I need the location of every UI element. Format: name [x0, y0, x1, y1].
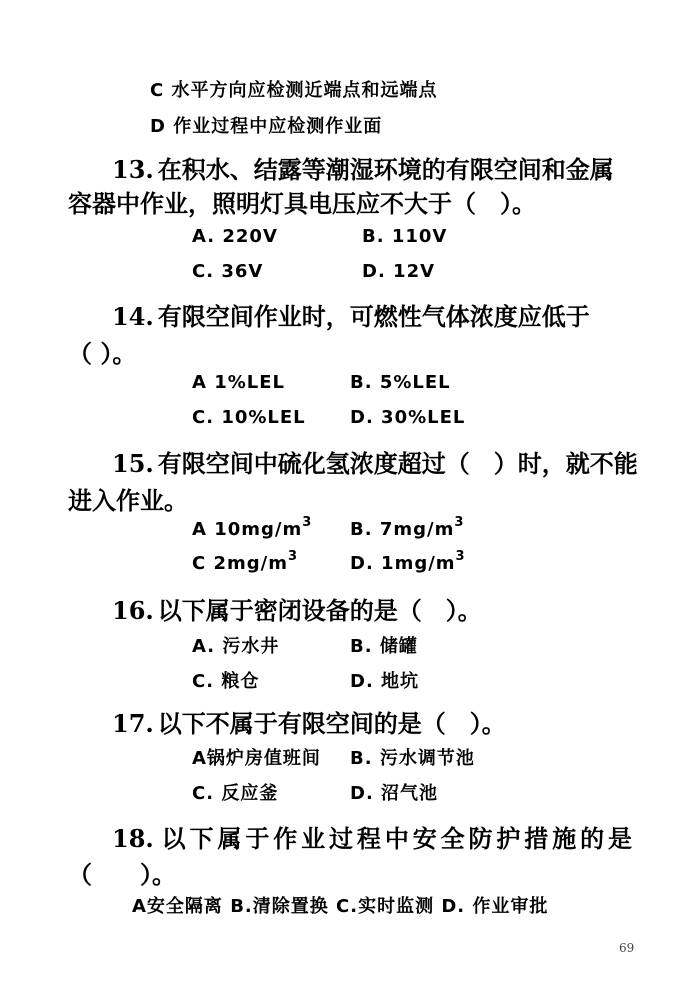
q15-option-b: [350, 515, 465, 540]
question-17-line1: [112, 704, 506, 739]
option-text: C 2mg/m: [192, 553, 288, 574]
superscript: 3: [302, 515, 313, 530]
q13-option-b: B. 110V: [362, 226, 448, 247]
q15-option-d: [350, 549, 466, 574]
question-15-line1: [112, 444, 638, 479]
q16-option-c: C. 粮仓: [192, 671, 260, 692]
question-number: 14.: [112, 302, 154, 331]
question-number: 13.: [112, 155, 154, 184]
question-16-line1: [112, 591, 482, 626]
q14-option-a: A 1%LEL: [192, 372, 285, 393]
q15-option-a: [192, 515, 313, 540]
q17-option-c: C. 反应釜: [192, 783, 279, 804]
option-text: A 10mg/m: [192, 519, 303, 540]
superscript: 3: [287, 549, 299, 564]
question-text: 以下属于密闭设备的是（ ）。: [157, 597, 482, 625]
question-18-line2: （ ）。: [68, 861, 176, 889]
option-text: B. 7mg/m: [350, 519, 455, 540]
q14-option-b: B. 5%LEL: [350, 372, 451, 393]
question-number: 18.: [112, 824, 154, 853]
q13-option-d: D. 12V: [362, 261, 436, 282]
question-15-line2: 进入作业。: [68, 487, 188, 515]
question-text: 有限空间作业时，可燃性气体浓度应低于: [157, 303, 590, 331]
question-14-line2: （ ）。: [68, 340, 137, 368]
q14-option-c: C. 10%LEL: [192, 407, 306, 428]
prev-option-c: C 水平方向应检测近端点和远端点: [150, 80, 438, 101]
q18-options: A安全隔离 B.清除置换 C.实时监测 D. 作业审批: [132, 896, 549, 917]
question-text: 在积水、结露等潮湿环境的有限空间和金属: [157, 156, 614, 184]
q16-option-b: B. 储罐: [350, 636, 418, 657]
option-text: D. 1mg/m: [350, 553, 456, 574]
superscript: 3: [454, 515, 465, 530]
q17-option-d: D. 沼气池: [350, 783, 439, 804]
question-text: 以下不属于有限空间的是（ ）。: [157, 710, 506, 738]
q15-option-c: [192, 549, 299, 574]
q13-option-c: C. 36V: [192, 261, 264, 282]
q16-option-d: D. 地坑: [350, 671, 420, 692]
question-13-line1: [112, 150, 614, 185]
question-number: 16.: [112, 596, 154, 625]
page-number: 69: [619, 941, 635, 955]
question-text: 有限空间中硫化氢浓度超过（ ）时，就不能: [157, 450, 638, 478]
question-14-line1: [112, 297, 590, 332]
question-number: 17.: [112, 709, 154, 738]
prev-option-d: D 作业过程中应检测作业面: [150, 116, 383, 137]
q17-option-b: B. 污水调节池: [350, 748, 475, 769]
question-13-line2: 容器中作业，照明灯具电压应不大于（ ）。: [68, 190, 536, 218]
q13-option-a: A. 220V: [192, 226, 278, 247]
q14-option-d: D. 30%LEL: [350, 407, 466, 428]
question-text: 以下属于作业过程中安全防护措施的是: [157, 825, 632, 853]
q17-option-a: A锅炉房值班间: [192, 748, 321, 769]
question-number: 15.: [112, 449, 154, 478]
question-18-line1: [112, 819, 632, 854]
q16-option-a: A. 污水井: [192, 636, 280, 657]
superscript: 3: [455, 549, 466, 564]
